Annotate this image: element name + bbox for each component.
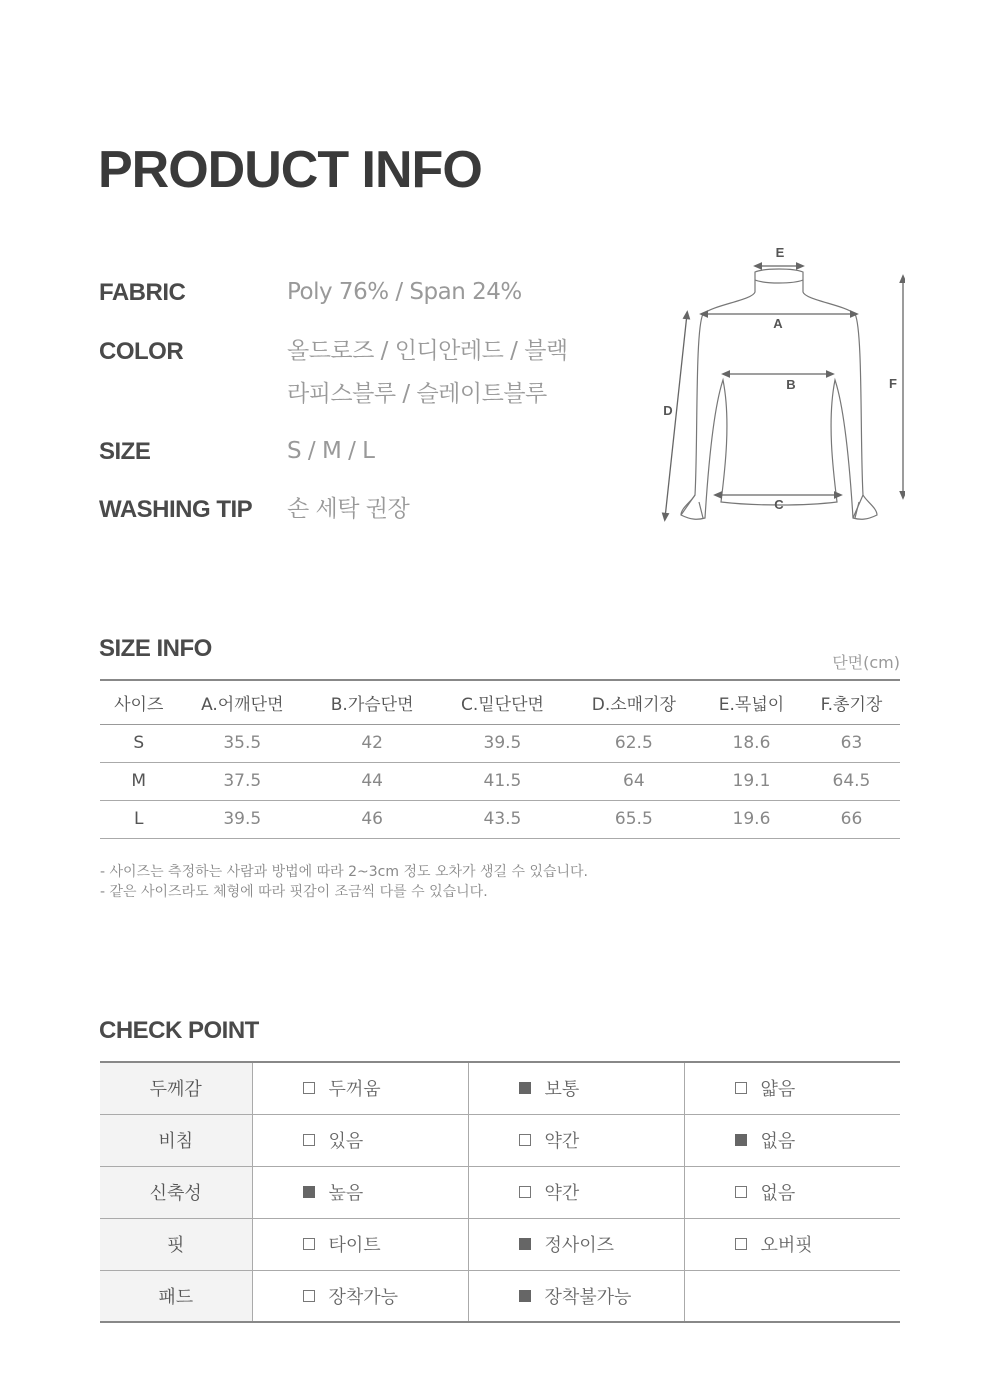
fabric-value: Poly 76% / Span 24%: [287, 279, 522, 305]
unchecked-box-icon: [303, 1238, 315, 1250]
checked-box-icon: [735, 1134, 747, 1146]
unchecked-box-icon: [303, 1290, 315, 1302]
label-d: D: [663, 403, 673, 418]
unit-label: 단면(cm): [832, 653, 900, 672]
color-row: [99, 338, 619, 416]
table-cell: 62.5: [568, 724, 700, 762]
check-option: [684, 1270, 900, 1322]
table-cell: 39.5: [177, 800, 307, 838]
page-title: PRODUCT INFO: [98, 141, 482, 199]
unchecked-box-icon: [519, 1134, 531, 1146]
size-notes: [100, 862, 588, 902]
fabric-row: [99, 279, 619, 314]
table-cell: 63: [803, 724, 900, 762]
color-value: [287, 330, 568, 416]
check-option-label: 높음: [328, 1183, 364, 1204]
turtleneck-outline-icon: [681, 269, 877, 519]
header-size: 사이즈: [100, 680, 177, 724]
garment-measurement-diagram: [655, 240, 905, 530]
check-option-label: 없음: [760, 1183, 796, 1204]
check-option: [252, 1270, 468, 1322]
table-cell: L: [100, 800, 177, 838]
check-option: [468, 1166, 684, 1218]
checked-box-icon: [519, 1238, 531, 1250]
check-category: 두께감: [100, 1062, 252, 1114]
check-option: [684, 1218, 900, 1270]
table-row: [100, 1166, 900, 1218]
washing-value: 손 세탁 권장: [287, 496, 410, 522]
fabric-label: FABRIC: [99, 279, 186, 306]
unchecked-box-icon: [303, 1082, 315, 1094]
table-row: [100, 1270, 900, 1322]
unchecked-box-icon: [735, 1186, 747, 1198]
check-option: [684, 1114, 900, 1166]
check-option-label: 얇음: [760, 1079, 796, 1101]
washing-row: [99, 496, 619, 531]
check-option: [684, 1062, 900, 1114]
table-row: [100, 724, 900, 762]
label-b: B: [786, 377, 796, 392]
checked-box-icon: [519, 1082, 531, 1094]
note-1: - 사이즈는 측정하는 사람과 방법에 따라 2~3cm 정도 오차가 생길 수 있습니다.: [100, 864, 589, 880]
check-option-label: 있음: [328, 1131, 364, 1152]
label-f: F: [889, 376, 897, 391]
table-cell: 37.5: [177, 762, 307, 800]
table-cell: 41.5: [437, 762, 567, 800]
header-c: C.밑단단면: [437, 680, 567, 724]
color-line-2: 라피스블루 / 슬레이트블루: [287, 381, 547, 407]
check-option-label: 오버핏: [760, 1235, 813, 1256]
check-option: [252, 1114, 468, 1166]
check-option-label: 정사이즈: [544, 1235, 615, 1256]
check-option-label: 없음: [760, 1131, 796, 1152]
label-a: A: [773, 316, 783, 331]
table-row: [100, 762, 900, 800]
size-info-title: SIZE INFO: [99, 635, 212, 662]
header-b: B.가슴단면: [307, 680, 437, 724]
table-row: [100, 800, 900, 838]
header-d: D.소매기장: [568, 680, 700, 724]
check-option: [252, 1062, 468, 1114]
washing-label: WASHING TIP: [99, 496, 253, 523]
unchecked-box-icon: [303, 1134, 315, 1146]
check-option: [468, 1062, 684, 1114]
table-cell: 19.6: [700, 800, 803, 838]
check-option-label: 장착가능: [328, 1286, 399, 1308]
header-e: E.목넓이: [700, 680, 803, 724]
check-option: [252, 1218, 468, 1270]
table-cell: M: [100, 762, 177, 800]
check-point-table: [100, 1061, 900, 1323]
checked-box-icon: [303, 1186, 315, 1198]
color-label: COLOR: [99, 338, 184, 365]
check-option-label: 약간: [544, 1131, 580, 1152]
check-option: [684, 1166, 900, 1218]
size-label: SIZE: [99, 438, 151, 465]
check-option: [468, 1114, 684, 1166]
check-option: [468, 1218, 684, 1270]
check-category: 패드: [100, 1270, 252, 1322]
size-table: [100, 679, 900, 839]
table-cell: 64.5: [803, 762, 900, 800]
checked-box-icon: [519, 1290, 531, 1302]
check-option-label: 보통: [544, 1079, 580, 1101]
table-row: [100, 1114, 900, 1166]
check-category: 신축성: [100, 1166, 252, 1218]
check-option: [468, 1270, 684, 1322]
table-cell: 19.1: [700, 762, 803, 800]
check-point-title: CHECK POINT: [99, 1017, 259, 1044]
table-cell: 64: [568, 762, 700, 800]
table-row: [100, 1062, 900, 1114]
table-cell: 66: [803, 800, 900, 838]
check-category: 비침: [100, 1114, 252, 1166]
note-2: - 같은 사이즈라도 체형에 따라 핏감이 조금씩 다를 수 있습니다.: [100, 884, 488, 900]
table-cell: 43.5: [437, 800, 567, 838]
size-row: [99, 438, 619, 473]
check-option: [252, 1166, 468, 1218]
check-option-label: 타이트: [328, 1235, 381, 1256]
check-option-label: 두꺼움: [328, 1079, 381, 1101]
check-option-label: 장착불가능: [544, 1286, 632, 1308]
header-f: F.총기장: [803, 680, 900, 724]
table-cell: 46: [307, 800, 437, 838]
table-row: [100, 1218, 900, 1270]
size-value: S / M / L: [287, 438, 375, 464]
label-e: E: [775, 245, 785, 260]
table-cell: 42: [307, 724, 437, 762]
table-cell: S: [100, 724, 177, 762]
table-cell: 65.5: [568, 800, 700, 838]
unchecked-box-icon: [735, 1082, 747, 1094]
table-cell: 44: [307, 762, 437, 800]
table-cell: 39.5: [437, 724, 567, 762]
size-table-header: [100, 680, 900, 724]
table-cell: 35.5: [177, 724, 307, 762]
check-option-label: 약간: [544, 1183, 580, 1204]
unchecked-box-icon: [519, 1186, 531, 1198]
check-category: 핏: [100, 1218, 252, 1270]
header-a: A.어깨단면: [177, 680, 307, 724]
table-cell: 18.6: [700, 724, 803, 762]
color-line-1: 올드로즈 / 인디안레드 / 블랙: [287, 338, 568, 364]
unchecked-box-icon: [735, 1238, 747, 1250]
label-c: C: [774, 497, 784, 512]
